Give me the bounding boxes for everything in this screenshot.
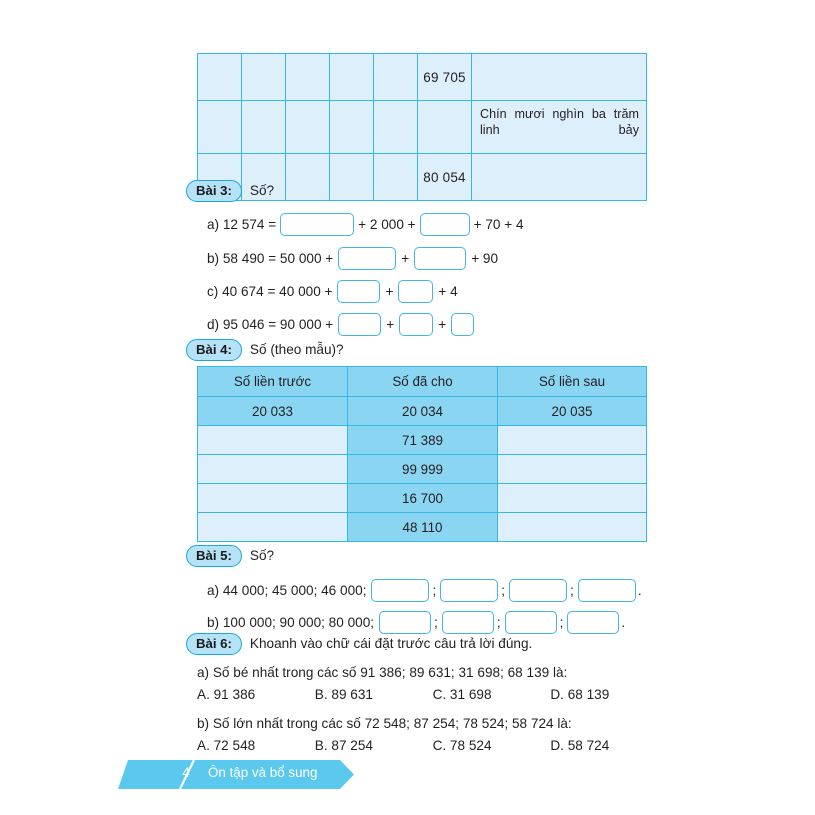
item-b-suffix: + 90 xyxy=(471,250,499,266)
question-b-prompt: b) Số lớn nhất trong các số 72 548; 87 254; 78 524; 58 724 là: xyxy=(197,716,572,731)
chapter-label: Ôn tập và bổ sung xyxy=(208,765,318,780)
cell-before: 20 033 xyxy=(198,397,348,426)
exercise-3-heading xyxy=(186,180,274,202)
cell-after[interactable] xyxy=(498,426,647,455)
separator-a1: ; xyxy=(432,582,437,598)
digit-cell[interactable] xyxy=(374,54,418,101)
separator-b2: ; xyxy=(496,614,501,630)
exercise-5-title: Số? xyxy=(249,548,275,564)
cell-given: 71 389 xyxy=(348,426,498,455)
exercise-6-heading xyxy=(186,633,532,655)
separator-a3: ; xyxy=(570,582,574,598)
digit-cell[interactable] xyxy=(286,154,330,201)
table-row xyxy=(198,513,647,542)
exercise-3-badge: Bài 3: xyxy=(186,180,242,202)
item-d-middle-2: + xyxy=(438,316,447,332)
option-b-4[interactable]: D. 58 724 xyxy=(550,738,610,753)
exercise-6-badge: Bài 6: xyxy=(186,633,242,655)
option-b-2[interactable]: B. 87 254 xyxy=(314,738,373,753)
item-a-middle: + 2 000 + xyxy=(358,216,416,232)
table-row xyxy=(198,455,647,484)
question-b-options xyxy=(197,738,609,753)
answer-box-b1[interactable] xyxy=(379,611,431,634)
digit-cell[interactable] xyxy=(242,101,286,154)
question-a-options xyxy=(197,687,609,702)
answer-box-a1[interactable] xyxy=(371,579,429,602)
digit-cell[interactable] xyxy=(374,154,418,201)
table-row xyxy=(198,54,647,101)
answer-box-a2[interactable] xyxy=(440,579,498,602)
item-b-middle: + xyxy=(401,250,410,266)
cell-after[interactable] xyxy=(498,513,647,542)
period-b: . xyxy=(621,614,626,630)
successor-predecessor-table xyxy=(197,366,647,542)
answer-box-d1[interactable] xyxy=(338,313,381,336)
cell-before[interactable] xyxy=(198,513,348,542)
digit-cell[interactable] xyxy=(198,101,242,154)
exercise-5-badge: Bài 5: xyxy=(186,545,242,567)
digit-cell[interactable] xyxy=(330,154,374,201)
digit-cell[interactable] xyxy=(198,54,242,101)
exercise-3-item-c xyxy=(207,280,458,303)
cell-before[interactable] xyxy=(198,484,348,513)
table-row xyxy=(198,484,647,513)
column-header-given: Số đã cho xyxy=(348,367,498,397)
exercise-5-item-a xyxy=(207,579,642,602)
place-value-table xyxy=(197,53,647,201)
answer-box-a1[interactable] xyxy=(280,213,354,236)
digit-cell[interactable] xyxy=(330,54,374,101)
item-a-suffix: + 70 + 4 xyxy=(473,216,524,232)
exercise-3-item-d xyxy=(207,313,479,336)
number-cell: 80 054 xyxy=(418,154,472,201)
digit-cell[interactable] xyxy=(374,101,418,154)
cell-before[interactable] xyxy=(198,455,348,484)
table-row xyxy=(198,397,647,426)
item-a-prefix: a) 12 574 = xyxy=(207,216,277,232)
exercise-5-item-b xyxy=(207,611,625,634)
answer-box-d2[interactable] xyxy=(399,313,433,336)
option-a-4[interactable]: D. 68 139 xyxy=(550,687,610,702)
item-c-middle: + xyxy=(385,283,394,299)
digit-cell[interactable] xyxy=(242,54,286,101)
separator-b3: ; xyxy=(559,614,564,630)
exercise-3-title: Số? xyxy=(249,183,275,199)
cell-after: 20 035 xyxy=(498,397,647,426)
item-b-prefix: b) 100 000; 90 000; 80 000; xyxy=(207,614,375,630)
answer-box-a4[interactable] xyxy=(578,579,636,602)
cell-before[interactable] xyxy=(198,426,348,455)
page-number: 4 xyxy=(182,765,190,780)
separator-a2: ; xyxy=(501,582,506,598)
answer-box-b4[interactable] xyxy=(567,611,619,634)
number-cell: 69 705 xyxy=(418,54,472,101)
cell-given: 16 700 xyxy=(348,484,498,513)
item-c-prefix: c) 40 674 = 40 000 + xyxy=(207,283,333,299)
words-cell: Chín mươi nghìn ba trăm linh bảy xyxy=(472,101,647,154)
item-c-suffix: + 4 xyxy=(438,283,458,299)
table-row xyxy=(198,426,647,455)
answer-box-b1[interactable] xyxy=(338,247,396,270)
digit-cell[interactable] xyxy=(286,54,330,101)
exercise-3-item-b xyxy=(207,247,498,270)
exercise-4-heading xyxy=(186,339,344,361)
answer-box-c2[interactable] xyxy=(398,280,433,303)
column-header-before: Số liền trước xyxy=(198,367,348,397)
answer-box-b2[interactable] xyxy=(442,611,494,634)
separator-b1: ; xyxy=(434,614,438,630)
answer-box-a3[interactable] xyxy=(509,579,567,602)
exercise-4-title: Số (theo mẫu)? xyxy=(249,342,344,358)
item-b-prefix: b) 58 490 = 50 000 + xyxy=(207,250,334,266)
number-cell[interactable] xyxy=(418,101,472,154)
exercise-4-badge: Bài 4: xyxy=(186,339,242,361)
answer-box-a2[interactable] xyxy=(420,213,470,236)
option-a-3[interactable]: C. 31 698 xyxy=(432,687,492,702)
item-d-prefix: d) 95 046 = 90 000 + xyxy=(207,316,334,332)
exercise-5-heading xyxy=(186,545,274,567)
answer-box-d3[interactable] xyxy=(451,313,474,336)
table-row xyxy=(198,101,647,154)
question-a-prompt: a) Số bé nhất trong các số 91 386; 89 631; 31 698; 68 139 là: xyxy=(197,665,568,680)
answer-box-b3[interactable] xyxy=(505,611,557,634)
table-header-row xyxy=(198,367,647,397)
option-b-1[interactable]: A. 72 548 xyxy=(197,738,256,753)
cell-given: 20 034 xyxy=(348,397,498,426)
option-a-1[interactable]: A. 91 386 xyxy=(197,687,256,702)
item-d-middle-1: + xyxy=(386,316,395,332)
exercise-6-title: Khoanh vào chữ cái đặt trước câu trả lời đúng. xyxy=(249,636,533,652)
period-a: . xyxy=(637,582,642,598)
answer-box-b2[interactable] xyxy=(414,247,466,270)
cell-given: 48 110 xyxy=(348,513,498,542)
digit-cell[interactable] xyxy=(330,101,374,154)
cell-after[interactable] xyxy=(498,455,647,484)
words-cell[interactable] xyxy=(472,54,647,101)
option-b-3[interactable]: C. 78 524 xyxy=(432,738,492,753)
digit-cell[interactable] xyxy=(286,101,330,154)
exercise-3-item-a xyxy=(207,213,524,236)
words-cell[interactable] xyxy=(472,154,647,201)
cell-given: 99 999 xyxy=(348,455,498,484)
option-a-2[interactable]: B. 89 631 xyxy=(314,687,373,702)
answer-box-c1[interactable] xyxy=(337,280,380,303)
item-a-prefix: a) 44 000; 45 000; 46 000; xyxy=(207,582,367,598)
column-header-after: Số liền sau xyxy=(498,367,647,397)
cell-after[interactable] xyxy=(498,484,647,513)
page-footer-banner xyxy=(118,760,354,789)
